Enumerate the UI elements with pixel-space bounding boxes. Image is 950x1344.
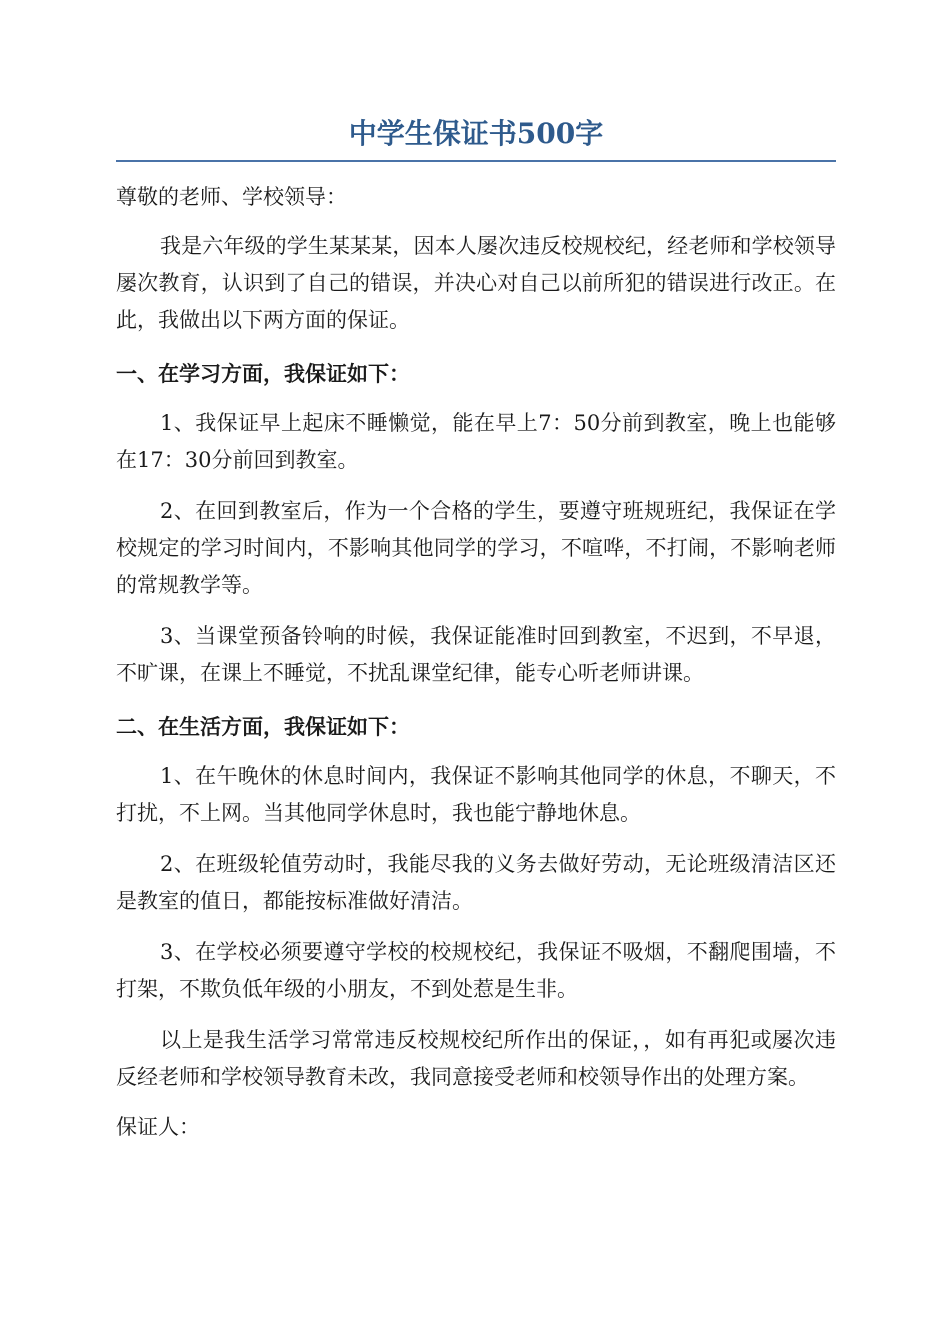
life-item: 1、在午晚休的休息时间内，我保证不影响其他同学的休息，不聊天，不打扰，不上网。当其他同学休息时，我也能宁静地休息。	[116, 764, 836, 825]
life-item: 3、在学校必须要遵守学校的校规校纪，我保证不吸烟，不翻爬围墙，不打架，不欺负低年级的小朋友，不到处惹是生非。	[116, 940, 836, 1001]
intro-paragraph: 我是六年级的学生某某某，因本人屡次违反校规校纪，经老师和学校领导屡次教育，认识到了自己的错误，并决心对自己以前所犯的错误进行改正。在此，我做出以下两方面的保证。	[116, 234, 836, 332]
study-item: 1、我保证早上起床不睡懒觉，能在早上7：50分前到教室，晚上也能够在17：30分前回到教室。	[116, 411, 836, 472]
section-study-heading: 一、在学习方面，我保证如下：	[116, 361, 410, 386]
section-life-heading: 二、在生活方面，我保证如下：	[116, 714, 410, 739]
study-item: 3、当课堂预备铃响的时候，我保证能准时回到教室，不迟到，不早退，不旷课，在课上不睡觉，不扰乱课堂纪律，能专心听老师讲课。	[116, 624, 836, 685]
salutation: 尊敬的老师、学校领导：	[116, 185, 347, 209]
life-item: 2、在班级轮值劳动时，我能尽我的义务去做好劳动，无论班级清洁区还是教室的值日，都能按标准做好清洁。	[116, 852, 836, 913]
study-item: 2、在回到教室后，作为一个合格的学生，要遵守班规班纪，我保证在学校规定的学习时间内，不影响其他同学的学习，不喧哗，不打闹，不影响老师的常规教学等。	[116, 499, 836, 597]
signer-label: 保证人：	[116, 1115, 200, 1139]
title-underline	[116, 160, 836, 162]
document-title: 中学生保证书500字	[348, 117, 604, 150]
closing-paragraph: 以上是我生活学习常常违反校规校纪所作出的保证，，如有再犯或屡次违反经老师和学校领导教育未改，我同意接受老师和校领导作出的处理方案。	[116, 1028, 836, 1089]
document-page	[116, 108, 836, 1144]
